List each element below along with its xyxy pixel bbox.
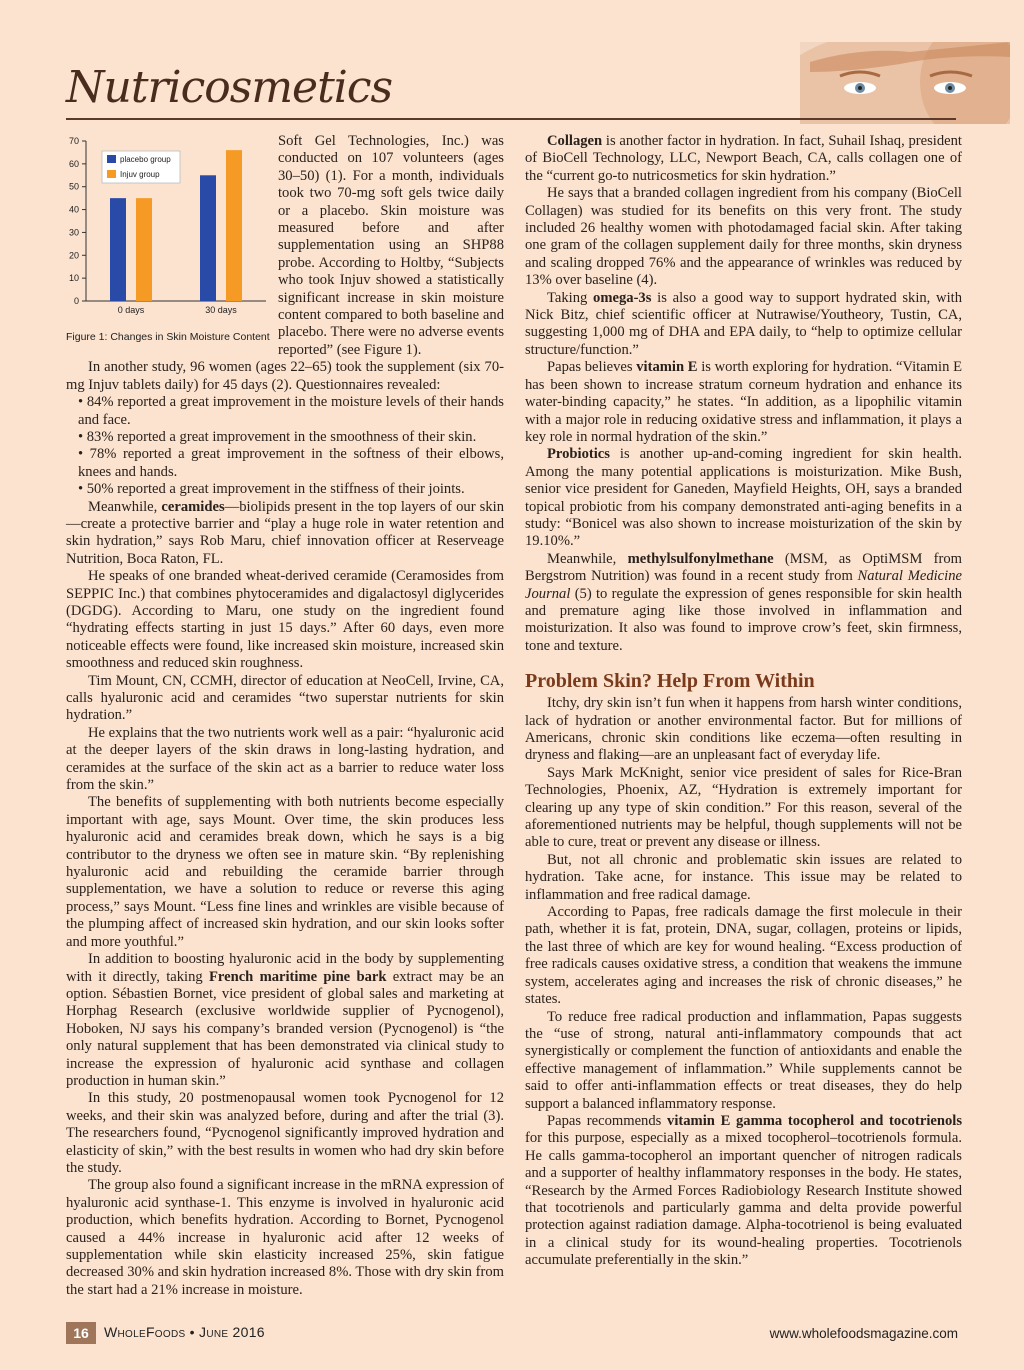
paragraph <box>525 1113 962 1270</box>
text: Papas believes <box>547 359 637 376</box>
paragraph: According to Papas, free radicals damage the first molecule in their path, whether it is fat, protein, DNA, sugar, collagen, proteins or lipids, the last three of which are key for wound healing. “Excess production of free radicals causes oxidative stress, a condition that weakens the immune system, accelerates aging and increases the risk of chronic diseases,” he states. <box>525 904 962 1008</box>
text: Meanwhile, <box>88 498 162 515</box>
paragraph <box>525 133 962 185</box>
keyword: French maritime pine bark <box>208 968 387 985</box>
chart-y-tick-label: 70 <box>68 136 79 146</box>
header-rule <box>66 118 956 120</box>
paragraph <box>66 133 504 359</box>
text: is another up-and-coming ingredient for skin health. Among the many potential applications is moisturization. Mike Bush, senior vice president for Ganeden, Mayfield Heights, OH, says a branded topical probiotic from his company demonstrated anti-aging benefits in a study: “Bonicel was also shown to increase moisturization of the skin by 19.10%.” <box>525 446 962 550</box>
chart-bar <box>226 150 242 301</box>
text: (MSM, as OptiMSM from Bergstrom Nutrition) was found in a recent study from <box>525 550 963 585</box>
journal-title: Natural Medicine Journal <box>525 568 962 602</box>
text: Meanwhile, <box>547 550 628 567</box>
paragraph <box>525 359 962 446</box>
chart-x-tick-label: 0 days <box>117 305 145 315</box>
right-column <box>525 133 962 1270</box>
website-link[interactable]: www.wholefoodsmagazine.com <box>769 1326 958 1341</box>
chart-bar <box>110 198 126 301</box>
bullet-item: • 78% reported a great improvement in the softness of their elbows, knees and hands. <box>78 446 504 480</box>
keyword: omega-3s <box>593 289 652 306</box>
bullet-item: • 84% reported a great improvement in the moisture levels of their hands and face. <box>78 394 504 428</box>
keyword: Probiotics <box>547 446 610 463</box>
paragraph: He says that a branded collagen ingredient from his company (BioCell Collagen) was studied for its benefits on this very front. The study included 26 healthy women with photodamaged facial skin. After taking one gram of the collagen supplement daily for three months, skin dryness and scaling dropped 76% and the appearance of wrinkles was reduced by 13% over baseline (4). <box>525 185 962 289</box>
chart-bar <box>200 175 216 301</box>
paragraph: In this study, 20 postmenopausal women took Pycnogenol for 12 weeks, and their skin was analyzed before, during and after the trial (3). The researchers found, “Pycnogenol significantly improved hydration and elasticity of skin,” with the best results in women who had dry skin before the study. <box>66 1090 504 1176</box>
keyword: Collagen <box>547 133 603 149</box>
text: is another factor in hydration. In fact, Suhail Ishaq, president of BioCell Technology, LLC, Newport Beach, CA, calls collagen one of the “current go-to nutricosmetics for skin hydration.” <box>525 133 962 184</box>
paragraph: Tim Mount, CN, CCMH, director of education at NeoCell, Irvine, CA, calls hyaluronic acid and ceramides “two superstar nutrients for skin hydration.” <box>66 672 504 724</box>
text: Taking <box>547 289 594 306</box>
text: for this purpose, especially as a mixed tocopherol–tocotrienols formula. He calls gamma-tocopherol an important quencher of nitrogen radicals and a supporter of healthy inflammatory responses in the body. He states, “Research by the Armed Forces Radiobiology Research Institute showed that tocotrienols and particularly gamma and delta provide powerful protection against radiation damage. Alpha-tocotrienol is being evaluated in a clinical study for its wound-healing properties. Tocotrienols accumulate preferentially in the skin.” <box>525 1130 962 1269</box>
paragraph: Says Mark McKnight, senior vice president of sales for Rice-Bran Technologies, Phoenix, AZ, “Hydration is extremely important for clearing up any type of skin condition.” For this reason, several of the aforementioned nutrients may be helpful, though supplements will not be able to cure, treat or prevent any disease or illness. <box>525 764 962 851</box>
chart-caption: Figure 1: Changes in Skin Moisture Content <box>66 331 270 343</box>
paragraph: The benefits of supplementing with both nutrients become especially important with age, says Mount. Over time, the skin produces less hyaluronic acid and ceramides break down, which he says is a big contributor to the dryness we often see in mature skin. “By replenishing hyaluronic acid and rebuilding the ceramide barrier through supplementation, we have a solution to reduce or reverse this aging process,” says Mount. “Less fine lines and wrinkles are visible because of the plumping affect of increased skin hydration, and our skin looks softer and more youthful.” <box>66 794 504 950</box>
chart-y-tick-label: 20 <box>68 250 79 261</box>
chart-y-tick-label: 50 <box>68 181 79 192</box>
left-column <box>66 133 504 1299</box>
chart-legend-label: Injuv group <box>120 170 160 179</box>
chart-y-tick-label: 10 <box>68 273 79 284</box>
chart-y-tick-label: 40 <box>68 204 79 215</box>
paragraph: He speaks of one branded wheat-derived ceramide (Ceramosides from SEPPIC Inc.) that combines phytoceramides and digalactosyl diglycerides (DGDG). According to Maru, one study on the ingredient found “hydrating effects starting in just 15 days.” After 60 days, even more noticeable effects were found, like increased skin moisture, increased skin smoothness and reduced skin roughness. <box>66 568 504 672</box>
chart-bar <box>136 198 152 301</box>
paragraph: But, not all chronic and problematic skin issues are related to hydration. Take acne, for instance. This issue may be related to inflammation and free radical damage. <box>525 851 962 903</box>
magazine-issue: WholeFoods • June 2016 <box>104 1324 265 1340</box>
chart-legend-swatch <box>107 155 116 163</box>
section-title: Nutricosmetics <box>66 62 393 113</box>
text: is worth exploring for hydration. “Vitamin E has been shown to increase stratum corneum hydration and enhance its water-binding capacity,” he states. “In addition, as a lipophilic vitamin with a major role in reducing oxidative stress and inflammation, it plays a key role in normal hydration of the skin.” <box>525 359 962 445</box>
paragraph <box>525 551 962 655</box>
paragraph-text: Soft Gel Technologies, Inc.) was conducted on 107 volunteers (ages 30–50) (1). For a month, individuals took two 70-mg soft gels twice daily or a placebo. Skin moisture was measured before and after supplementation using an SHP88 probe. According to Holtby, “Subjects who took Injuv showed a statistically significant increase in skin moisture content compared to both baseline and placebo. There were no adverse events reported” (see Figure 1). <box>278 133 504 358</box>
paragraph: In another study, 96 women (ages 22–65) took the supplement (six 70-mg Injuv tablets daily) for 45 days (2). Questionnaires revealed: <box>66 359 504 393</box>
chart-legend-label: placebo group <box>120 155 171 164</box>
face-photo <box>800 42 1010 124</box>
bullet-list <box>66 394 504 498</box>
text: extract may be an option. Sébastien Bornet, vice president of global sales and marketing at Horphag Research (exclusive worldwide supplier of Pycnogenol), Hoboken, NJ says his company’s branded version (Pycnogenol) is “the only natural supplement that has been demonstrated via clinical study to increase the expression of hyaluronic acid synthase and collagen production in human skin.” <box>66 968 504 1089</box>
bullet-item: • 83% reported a great improvement in the smoothness of their skin. <box>78 428 477 445</box>
chart-svg <box>62 133 270 325</box>
chart-x-tick-label: 30 days <box>205 305 237 315</box>
paragraph: He explains that the two nutrients work well as a pair: “hyaluronic acid at the deeper layers of the skin draws in long-lasting hydration, and ceramides at the surface of the skin act as a barrier to reduce water loss from the skin.” <box>66 724 504 794</box>
section-heading: Problem Skin? Help From Within <box>525 670 815 693</box>
text: —biolipids present in the top layers of our skin—create a protective barrier and “play a huge role in water retention and skin hydration,” says Rob Maru, chief innovation officer at Reserveage Nutrition, Boca Raton, FL. <box>66 498 504 567</box>
chart-y-tick-label: 0 <box>73 296 79 306</box>
paragraph: To reduce free radical production and inflammation, Papas suggests the “use of strong, natural anti-inflammatory compounds that act synergistically or complement the function of antioxidants and enable the effective management of inflammation.” While supplements cannot be said to offer anti-inflammation effects or treat diseases, they do help support a balanced inflammatory response. <box>525 1008 962 1112</box>
text: (5) to regulate the expression of genes responsible for skin health and premature aging like those involved in inflammation and moisturization. It also was found to improve crow’s feet, skin firmness, tone and texture. <box>525 585 962 654</box>
chart-figure <box>62 133 270 345</box>
keyword: vitamin E gamma tocopherol and tocotrienols <box>667 1112 962 1129</box>
keyword: ceramides <box>161 498 225 515</box>
paragraph: Itchy, dry skin isn’t fun when it happens from harsh winter conditions, lack of hydration or another environmental factor. But for millions of Americans, chronic skin conditions like eczema—often resulting in dryness and flaking—are an unpleasant fact of everyday life. <box>525 695 962 764</box>
paragraph <box>66 499 504 569</box>
paragraph <box>66 951 504 1090</box>
chart-y-tick-label: 30 <box>68 227 79 238</box>
paragraph: The group also found a significant increase in the mRNA expression of hyaluronic acid synthase-1. This enzyme is involved in hyaluronic acid production, which benefits hydration. According to Bornet, Pycnogenol caused a 44% increase in hyaluronic acid after 12 weeks of supplementation while skin elasticity increased 25%, skin fatigue decreased 30% and skin hydration increased 8%. Those with dry skin from the start had a 21% increase in moisture. <box>66 1177 504 1298</box>
text: Papas recommends <box>547 1112 668 1129</box>
bullet-item: • 50% reported a great improvement in the stiffness of their joints. <box>78 481 465 498</box>
chart-legend-swatch <box>107 170 116 178</box>
text: is also a good way to support hydrated skin, with Nick Bitz, chief scientific officer at Nutrawise/Youtheory, Tustin, CA, suggesting 1,000 mg of DHA and EPA daily, to “help to optimize cellular structure/function.” <box>525 289 962 358</box>
paragraph <box>525 290 962 360</box>
paragraph <box>525 446 962 550</box>
keyword: vitamin E <box>636 359 698 376</box>
text: In addition to boosting hyaluronic acid in the body by supplementing with it directly, taking <box>66 951 504 985</box>
page-number: 16 <box>66 1322 96 1344</box>
chart-y-tick-label: 60 <box>68 158 79 169</box>
keyword: methylsulfonylmethane <box>627 550 774 567</box>
